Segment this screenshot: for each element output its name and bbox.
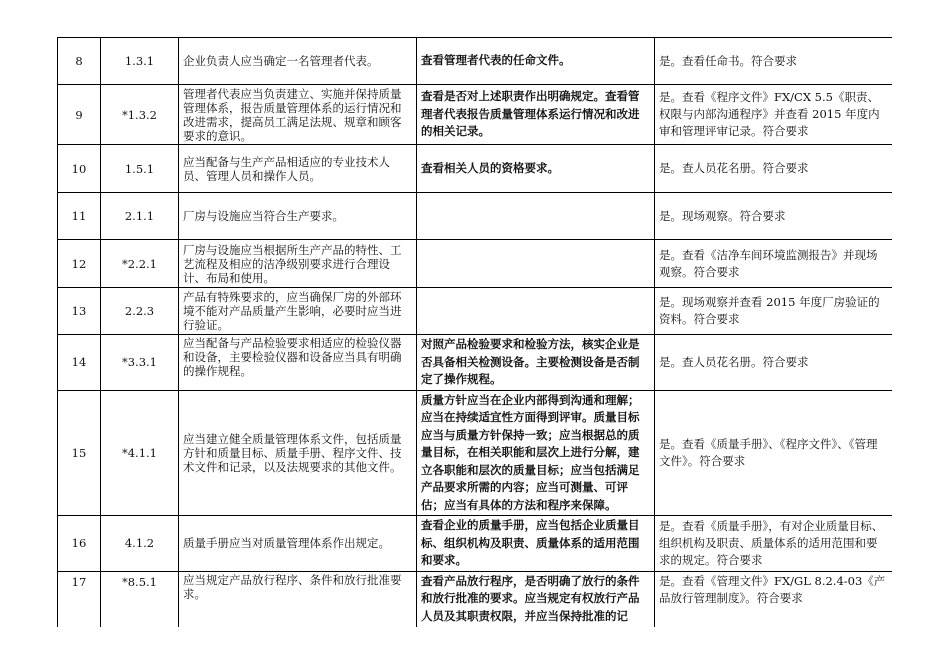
clause-code: *1.3.2 <box>101 85 179 145</box>
row-number: 10 <box>58 145 101 193</box>
clause-code: *2.2.1 <box>101 240 179 288</box>
inspection-table <box>57 37 892 627</box>
inspection-result: 是。现场观察。符合要求 <box>655 193 893 240</box>
inspection-result: 是。查看任命书。符合要求 <box>655 38 893 85</box>
clause-code: 1.5.1 <box>101 145 179 193</box>
clause-code: 4.1.2 <box>101 516 179 572</box>
row-number: 8 <box>58 38 101 85</box>
requirement-text: 质量手册应当对质量管理体系作出规定。 <box>179 516 417 572</box>
table-row <box>58 571 893 627</box>
table-row <box>58 288 893 335</box>
inspection-result: 是。查看《质量手册》、《程序文件》、《管理文件》。符合要求 <box>655 390 893 516</box>
clause-code: 2.1.1 <box>101 193 179 240</box>
document-page <box>57 37 892 627</box>
inspection-result: 是。查人员花名册。符合要求 <box>655 145 893 193</box>
requirement-text: 企业负责人应当确定一名管理者代表。 <box>179 38 417 85</box>
table-row <box>58 240 893 288</box>
requirement-text: 厂房与设施应当根据所生产产品的特性、工艺流程及相应的洁净级别要求进行合理设计、布局和使用。 <box>179 240 417 288</box>
clause-code: 2.2.3 <box>101 288 179 335</box>
table-row <box>58 335 893 391</box>
inspection-method: 查看产品放行程序，是否明确了放行的条件和放行批准的要求。应当规定有权放行产品人员及其职责权限，并应当保持批准的记 <box>417 571 655 627</box>
inspection-method: 查看企业的质量手册，应当包括企业质量目标、组织机构及职责、质量体系的适用范围和要求。 <box>417 516 655 572</box>
clause-code: *8.5.1 <box>101 571 179 627</box>
requirement-text: 应当规定产品放行程序、条件和放行批准要求。 <box>179 571 417 627</box>
table-row <box>58 390 893 516</box>
inspection-method <box>417 193 655 240</box>
inspection-method: 对照产品检验要求和检验方法，核实企业是否具备相关检测设备。主要检测设备是否制定了操作规程。 <box>417 335 655 391</box>
clause-code: 1.3.1 <box>101 38 179 85</box>
requirement-text: 厂房与设施应当符合生产要求。 <box>179 193 417 240</box>
inspection-result: 是。查看《程序文件》FX/CX 5.5《职责、权限与内部沟通程序》并查看 2015 年度内审和管理评审记录。符合要求 <box>655 85 893 145</box>
inspection-method: 查看是否对上述职责作出明确规定。查看管理者代表报告质量管理体系运行情况和改进的相关记录。 <box>417 85 655 145</box>
inspection-result: 是。查看《洁净车间环境监测报告》并现场观察。符合要求 <box>655 240 893 288</box>
requirement-text: 应当配备与生产产品相适应的专业技术人员、管理人员和操作人员。 <box>179 145 417 193</box>
table-row <box>58 193 893 240</box>
row-number: 9 <box>58 85 101 145</box>
row-number: 13 <box>58 288 101 335</box>
table-row <box>58 85 893 145</box>
inspection-method: 质量方针应当在企业内部得到沟通和理解；应当在持续适宜性方面得到评审。质量目标应当与质量方针保持一致；应当根据总的质量目标，在相关职能和层次上进行分解，建立各职能和层次的质量目标；应当包括满足产品要求所需的内容；应当可测量、可评估；应当有具体的方法和程序来保障。 <box>417 390 655 516</box>
inspection-method <box>417 240 655 288</box>
inspection-result: 是。查看《管理文件》FX/GL 8.2.4-03《产品放行管理制度》。符合要求 <box>655 571 893 627</box>
inspection-result: 是。现场观察并查看 2015 年度厂房验证的资料。符合要求 <box>655 288 893 335</box>
requirement-text: 产品有特殊要求的，应当确保厂房的外部环境不能对产品质量产生影响，必要时应当进行验证。 <box>179 288 417 335</box>
requirement-text: 应当配备与产品检验要求相适应的检验仪器和设备，主要检验仪器和设备应当具有明确的操作规程。 <box>179 335 417 391</box>
inspection-method: 查看管理者代表的任命文件。 <box>417 38 655 85</box>
table-row <box>58 516 893 572</box>
row-number: 15 <box>58 390 101 516</box>
inspection-method <box>417 288 655 335</box>
requirement-text: 应当建立健全质量管理体系文件，包括质量方针和质量目标、质量手册、程序文件、技术文件和记录，以及法规要求的其他文件。 <box>179 390 417 516</box>
inspection-result: 是。查看《质量手册》，有对企业质量目标、组织机构及职责、质量体系的适用范围和要求的规定。符合要求 <box>655 516 893 572</box>
row-number: 11 <box>58 193 101 240</box>
row-number: 12 <box>58 240 101 288</box>
inspection-method: 查看相关人员的资格要求。 <box>417 145 655 193</box>
clause-code: *3.3.1 <box>101 335 179 391</box>
table-row <box>58 145 893 193</box>
row-number: 17 <box>58 571 101 627</box>
row-number: 14 <box>58 335 101 391</box>
row-number: 16 <box>58 516 101 572</box>
clause-code: *4.1.1 <box>101 390 179 516</box>
table-row <box>58 38 893 85</box>
inspection-result: 是。查人员花名册。符合要求 <box>655 335 893 391</box>
requirement-text: 管理者代表应当负责建立、实施并保持质量管理体系，报告质量管理体系的运行情况和改进需求，提高员工满足法规、规章和顾客要求的意识。 <box>179 85 417 145</box>
